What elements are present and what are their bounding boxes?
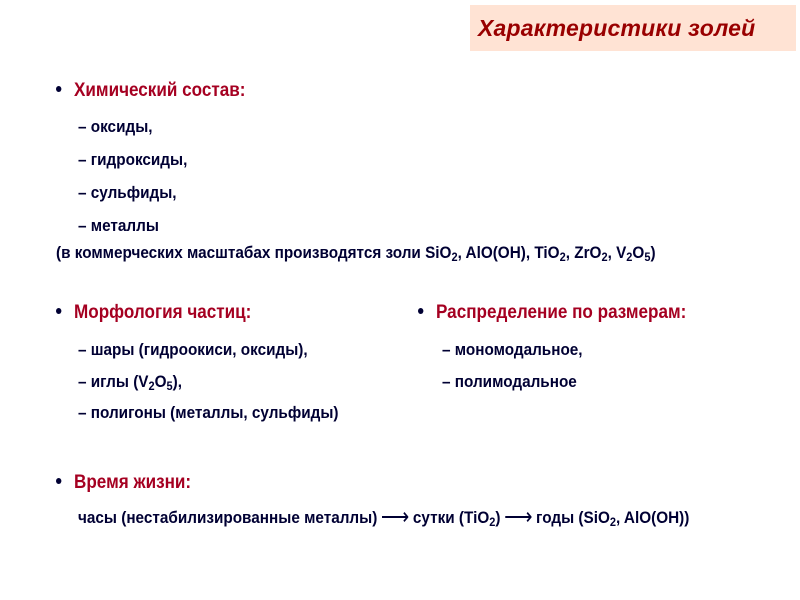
distribution-item: – мономодальное, bbox=[442, 340, 583, 359]
morphology-item: – полигоны (металлы, сульфиды) bbox=[78, 403, 339, 422]
morphology-heading: Морфология частиц: bbox=[74, 302, 252, 323]
lifetime-sequence bbox=[78, 503, 689, 529]
slide-title-box bbox=[470, 5, 796, 51]
distribution-item: – полимодальное bbox=[442, 372, 577, 391]
composition-heading-row bbox=[56, 80, 245, 102]
formula-alooh: AlO(OH) bbox=[465, 243, 526, 262]
lifetime-heading: Время жизни: bbox=[74, 472, 192, 493]
morphology-item-needles: – иглы $(V_2O_5)$, bbox=[78, 372, 183, 394]
formula-v2o5: $V_2O_5$ bbox=[616, 243, 651, 265]
composition-item: – металлы bbox=[78, 216, 159, 235]
composition-note: (в коммерческих масштабах производятся золи SiO$_2$, AlO(OH), TiO$_2$, ZrO$_2$, $V_2O_5$) bbox=[56, 243, 656, 265]
bullet-icon bbox=[418, 308, 423, 314]
bullet-icon bbox=[56, 478, 61, 484]
arrow-right-icon: ⟶ bbox=[504, 504, 533, 529]
lifetime-stage-years: годы (SiO$_2$, AlO(OH)) bbox=[536, 508, 690, 530]
composition-heading: Химический состав: bbox=[74, 80, 246, 101]
composition-note-suffix: ) bbox=[650, 243, 656, 262]
composition-note-prefix: (в коммерческих масштабах производятся золи bbox=[56, 243, 426, 262]
formula-zro2: ZrO$_2$ bbox=[574, 243, 608, 265]
bullet-icon bbox=[56, 308, 61, 314]
composition-item: – сульфиды, bbox=[78, 183, 177, 202]
formula-tio2: TiO$_2$ bbox=[534, 243, 566, 265]
composition-item: – оксиды, bbox=[78, 117, 153, 136]
bullet-icon bbox=[56, 86, 61, 92]
formula-sio2: SiO$_2$ bbox=[425, 243, 458, 265]
lifetime-stage-days: сутки (TiO$_2$) bbox=[412, 508, 501, 530]
composition-item: – гидроксиды, bbox=[78, 150, 188, 169]
distribution-heading: Распределение по размерам: bbox=[436, 302, 687, 323]
distribution-heading-row bbox=[418, 302, 686, 324]
lifetime-stage-hours: часы (нестабилизированные металлы) bbox=[78, 508, 378, 527]
lifetime-heading-row bbox=[56, 472, 191, 494]
slide-title: Характеристики золей bbox=[478, 14, 756, 41]
arrow-right-icon: ⟶ bbox=[380, 504, 410, 529]
morphology-heading-row bbox=[56, 302, 251, 324]
morphology-item: – шары (гидроокиси, оксиды), bbox=[78, 340, 308, 359]
